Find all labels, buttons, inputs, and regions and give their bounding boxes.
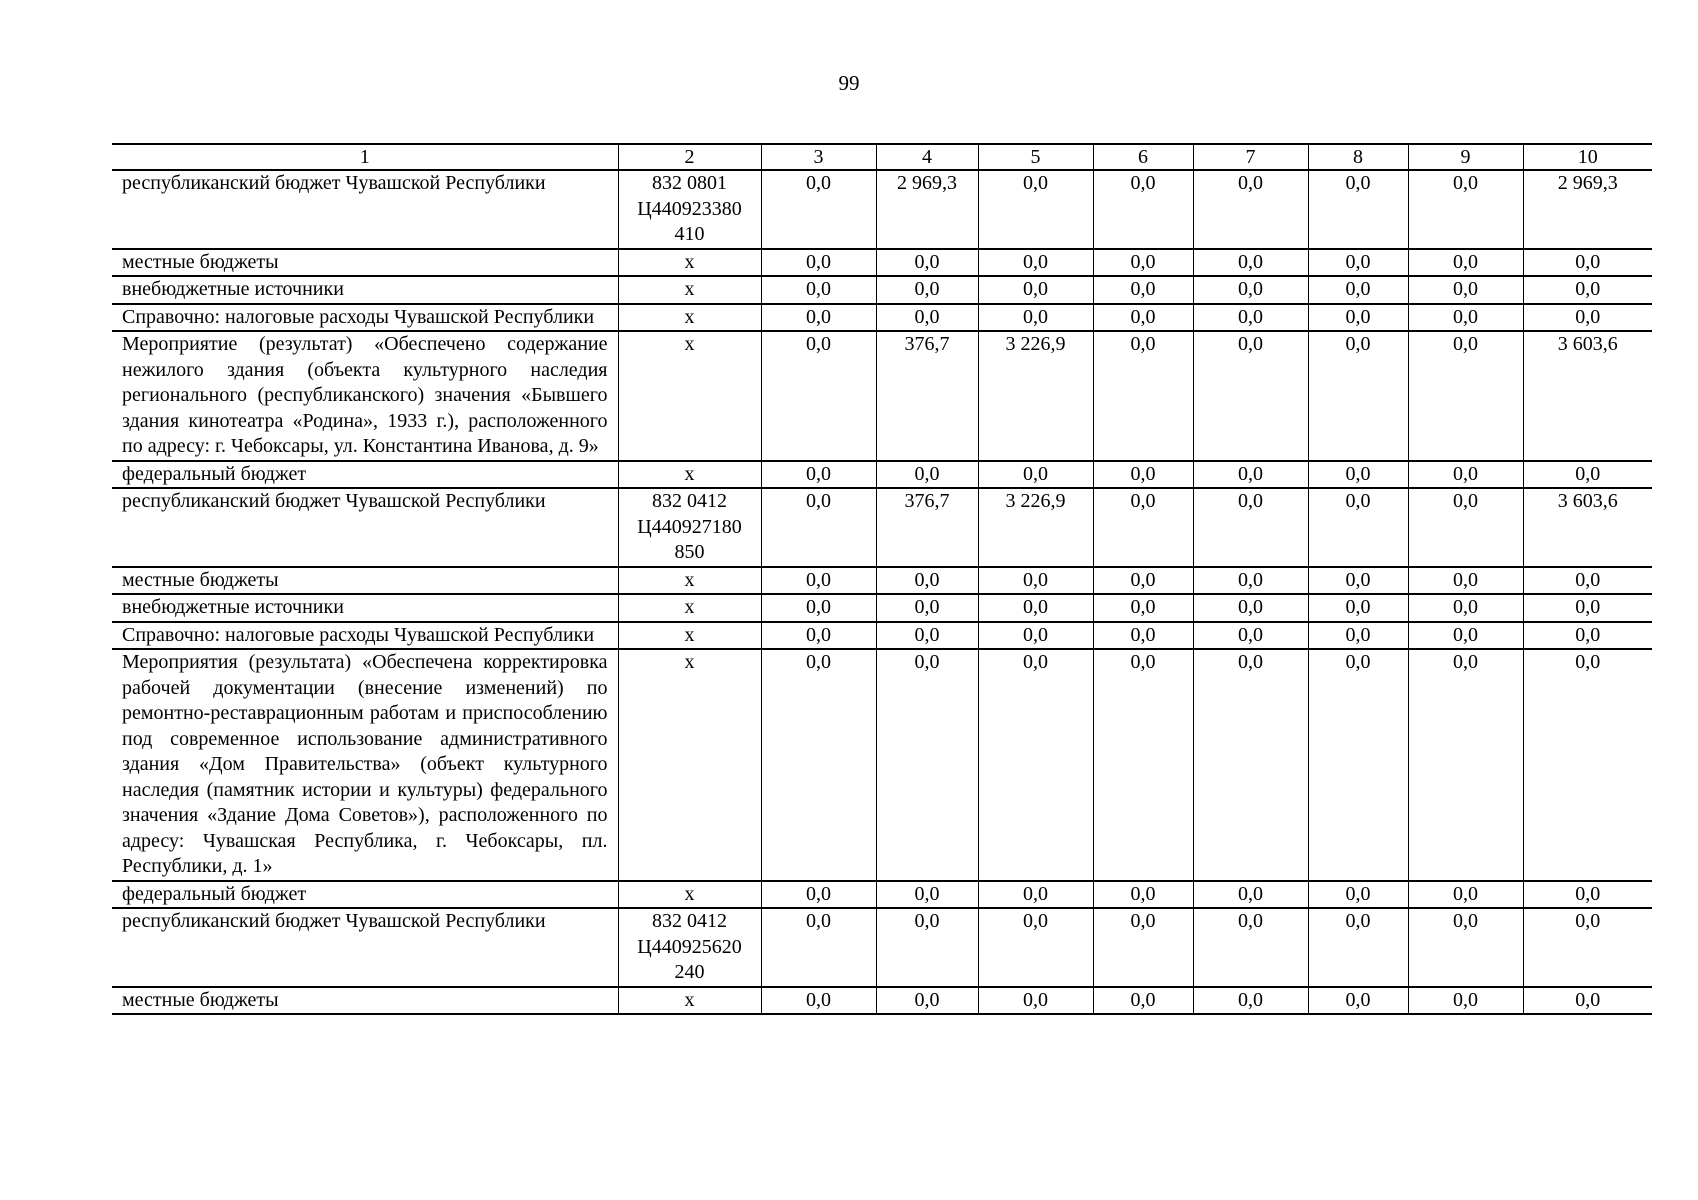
code-line: 832 0412 — [652, 910, 727, 932]
value-cell: 0,0 — [1523, 649, 1652, 881]
row-name-cell: внебюджетные источники — [112, 276, 618, 304]
code-line: х — [684, 882, 695, 905]
value-cell: 0,0 — [1308, 567, 1408, 595]
value-cell: 0,0 — [978, 622, 1093, 650]
row-name-cell: местные бюджеты — [112, 249, 618, 277]
value-cell: 0,0 — [1193, 987, 1308, 1015]
code-line: х — [684, 305, 695, 328]
column-header: 9 — [1408, 144, 1523, 170]
value-cell: 0,0 — [978, 649, 1093, 881]
value-cell: 0,0 — [978, 276, 1093, 304]
value-cell: 0,0 — [761, 649, 876, 881]
value-cell: 0,0 — [1308, 461, 1408, 489]
value-cell: 0,0 — [1308, 249, 1408, 277]
value-cell: 0,0 — [1408, 594, 1523, 622]
code-line: х — [684, 333, 695, 355]
value-cell: 0,0 — [761, 461, 876, 489]
row-name-cell: местные бюджеты — [112, 987, 618, 1015]
table-row — [112, 461, 1652, 489]
code-line: х — [684, 651, 695, 673]
value-cell: 0,0 — [1408, 331, 1523, 461]
row-code-cell — [618, 987, 761, 1015]
column-header: 3 — [761, 144, 876, 170]
value-cell: 0,0 — [761, 170, 876, 249]
value-cell: 0,0 — [1308, 881, 1408, 909]
value-cell: 0,0 — [1193, 649, 1308, 881]
code-line: 410 — [674, 223, 705, 245]
table-row — [112, 987, 1652, 1015]
value-cell: 0,0 — [1523, 594, 1652, 622]
value-cell: 0,0 — [761, 881, 876, 909]
code-line: х — [684, 596, 695, 618]
row-name-cell: Мероприятия (результата) «Обеспечена корректировка рабочей документации (внесение изменений) по ремонтно-реставрационным работам и приспособлению под современное использование административного здания «Дом Правительства» (объект культурного наследия (памятник истории и культуры) федерального значения «Здание Дома Советов»), расположенного по адресу: Чувашская Республика, г. Чебоксары, пл. Республики, д. 1» — [112, 649, 618, 881]
row-name-cell: республиканский бюджет Чувашской Республики — [112, 170, 618, 249]
value-cell: 0,0 — [1523, 622, 1652, 650]
value-cell: 0,0 — [1093, 276, 1193, 304]
row-name-cell: Справочно: налоговые расходы Чувашской Республики — [112, 304, 618, 332]
value-cell: 2 969,3 — [876, 170, 978, 249]
value-cell: 0,0 — [1523, 249, 1652, 277]
table-row — [112, 881, 1652, 909]
value-cell: 0,0 — [1523, 276, 1652, 304]
value-cell: 0,0 — [1093, 170, 1193, 249]
value-cell: 0,0 — [1193, 622, 1308, 650]
value-cell: 0,0 — [1408, 276, 1523, 304]
value-cell: 0,0 — [1093, 304, 1193, 332]
value-cell: 0,0 — [1093, 594, 1193, 622]
value-cell: 0,0 — [1523, 461, 1652, 489]
row-code-cell — [618, 908, 761, 987]
value-cell: 0,0 — [1093, 987, 1193, 1015]
value-cell: 0,0 — [761, 276, 876, 304]
value-cell: 0,0 — [1408, 987, 1523, 1015]
row-name-cell: Справочно: налоговые расходы Чувашской Республики — [112, 622, 618, 650]
value-cell: 0,0 — [978, 567, 1093, 595]
code-line: х — [684, 250, 695, 273]
value-cell: 0,0 — [1523, 304, 1652, 332]
value-cell: 0,0 — [1093, 622, 1193, 650]
value-cell: 0,0 — [876, 908, 978, 987]
code-line: х — [684, 988, 695, 1011]
value-cell: 0,0 — [1408, 170, 1523, 249]
value-cell: 0,0 — [876, 461, 978, 489]
table-row — [112, 276, 1652, 304]
table-row — [112, 249, 1652, 277]
value-cell: 0,0 — [1308, 304, 1408, 332]
value-cell: 0,0 — [761, 488, 876, 567]
value-cell: 0,0 — [1193, 461, 1308, 489]
code-line: Ц440923380 — [637, 197, 742, 220]
table-row — [112, 594, 1652, 622]
value-cell: 0,0 — [1408, 461, 1523, 489]
value-cell: 0,0 — [1308, 170, 1408, 249]
row-code-cell — [618, 649, 761, 881]
row-code-cell — [618, 461, 761, 489]
row-code-cell — [618, 622, 761, 650]
value-cell: 0,0 — [761, 567, 876, 595]
row-code-cell — [618, 594, 761, 622]
value-cell: 3 603,6 — [1523, 331, 1652, 461]
table-row — [112, 622, 1652, 650]
row-code-cell — [618, 276, 761, 304]
value-cell: 0,0 — [1308, 649, 1408, 881]
value-cell: 0,0 — [1193, 567, 1308, 595]
value-cell: 376,7 — [876, 488, 978, 567]
value-cell: 0,0 — [1193, 908, 1308, 987]
value-cell: 0,0 — [1523, 881, 1652, 909]
table-body — [112, 170, 1652, 1014]
row-name-cell: федеральный бюджет — [112, 461, 618, 489]
value-cell: 0,0 — [876, 276, 978, 304]
code-line: х — [684, 623, 695, 646]
table-row — [112, 170, 1652, 249]
column-header: 8 — [1308, 144, 1408, 170]
value-cell: 0,0 — [978, 881, 1093, 909]
value-cell: 0,0 — [761, 331, 876, 461]
value-cell: 0,0 — [876, 567, 978, 595]
value-cell: 0,0 — [1408, 304, 1523, 332]
value-cell: 0,0 — [1093, 249, 1193, 277]
code-line: х — [684, 568, 695, 591]
value-cell: 0,0 — [978, 908, 1093, 987]
value-cell: 3 603,6 — [1523, 488, 1652, 567]
value-cell: 0,0 — [761, 622, 876, 650]
value-cell: 0,0 — [978, 987, 1093, 1015]
value-cell: 0,0 — [876, 881, 978, 909]
header-row — [112, 144, 1652, 170]
value-cell: 0,0 — [978, 304, 1093, 332]
code-line: 240 — [674, 961, 705, 983]
row-name-cell: республиканский бюджет Чувашской Республики — [112, 488, 618, 567]
row-name-cell: местные бюджеты — [112, 567, 618, 595]
value-cell: 0,0 — [1408, 488, 1523, 567]
row-code-cell — [618, 881, 761, 909]
table-row — [112, 331, 1652, 461]
value-cell: 0,0 — [1193, 304, 1308, 332]
value-cell: 0,0 — [1093, 649, 1193, 881]
value-cell: 0,0 — [1093, 461, 1193, 489]
value-cell: 0,0 — [1308, 276, 1408, 304]
value-cell: 0,0 — [1408, 249, 1523, 277]
row-code-cell — [618, 249, 761, 277]
value-cell: 0,0 — [1408, 567, 1523, 595]
value-cell: 0,0 — [1193, 881, 1308, 909]
value-cell: 0,0 — [876, 594, 978, 622]
table-row — [112, 567, 1652, 595]
value-cell: 0,0 — [1308, 331, 1408, 461]
value-cell: 0,0 — [978, 594, 1093, 622]
table-row — [112, 649, 1652, 881]
row-code-cell — [618, 170, 761, 249]
value-cell: 0,0 — [1193, 249, 1308, 277]
value-cell: 0,0 — [876, 249, 978, 277]
value-cell: 0,0 — [978, 461, 1093, 489]
value-cell: 0,0 — [1408, 649, 1523, 881]
value-cell: 0,0 — [761, 908, 876, 987]
value-cell: 2 969,3 — [1523, 170, 1652, 249]
table-row — [112, 908, 1652, 987]
code-line: х — [684, 462, 695, 485]
row-name-cell: внебюджетные источники — [112, 594, 618, 622]
value-cell: 0,0 — [1308, 622, 1408, 650]
code-line: х — [684, 278, 695, 300]
column-header: 10 — [1523, 144, 1652, 170]
column-header: 7 — [1193, 144, 1308, 170]
row-name-cell: федеральный бюджет — [112, 881, 618, 909]
code-line: Ц440925620 — [637, 935, 742, 958]
code-line: Ц440927180 — [637, 515, 742, 538]
code-line: 832 0412 — [652, 490, 727, 512]
value-cell: 3 226,9 — [978, 488, 1093, 567]
value-cell: 0,0 — [761, 594, 876, 622]
value-cell: 0,0 — [1193, 170, 1308, 249]
row-code-cell — [618, 304, 761, 332]
budget-table — [112, 143, 1652, 1015]
value-cell: 0,0 — [1308, 908, 1408, 987]
column-header: 5 — [978, 144, 1093, 170]
row-code-cell — [618, 488, 761, 567]
value-cell: 0,0 — [1408, 622, 1523, 650]
value-cell: 0,0 — [876, 987, 978, 1015]
value-cell: 0,0 — [1093, 881, 1193, 909]
value-cell: 0,0 — [1193, 594, 1308, 622]
value-cell: 0,0 — [761, 249, 876, 277]
column-header: 6 — [1093, 144, 1193, 170]
value-cell: 376,7 — [876, 331, 978, 461]
column-header: 1 — [112, 144, 618, 170]
value-cell: 0,0 — [1308, 594, 1408, 622]
table-row — [112, 488, 1652, 567]
value-cell: 0,0 — [761, 304, 876, 332]
value-cell: 0,0 — [1093, 331, 1193, 461]
value-cell: 3 226,9 — [978, 331, 1093, 461]
value-cell: 0,0 — [978, 249, 1093, 277]
value-cell: 0,0 — [1523, 567, 1652, 595]
value-cell: 0,0 — [1523, 987, 1652, 1015]
value-cell: 0,0 — [1193, 331, 1308, 461]
value-cell: 0,0 — [978, 170, 1093, 249]
value-cell: 0,0 — [1193, 276, 1308, 304]
value-cell: 0,0 — [1523, 908, 1652, 987]
column-header: 2 — [618, 144, 761, 170]
value-cell: 0,0 — [1408, 881, 1523, 909]
value-cell: 0,0 — [876, 622, 978, 650]
value-cell: 0,0 — [1093, 567, 1193, 595]
row-code-cell — [618, 567, 761, 595]
value-cell: 0,0 — [876, 649, 978, 881]
row-name-cell: Мероприятие (результат) «Обеспечено содержание нежилого здания (объекта культурного наследия регионального (республиканского) значения «Бывшего здания кинотеатра «Родина», 1933 г.), расположенного по адресу: г. Чебоксары, ул. Константина Иванова, д. 9» — [112, 331, 618, 461]
value-cell: 0,0 — [1093, 908, 1193, 987]
code-line: 850 — [674, 541, 705, 563]
column-header: 4 — [876, 144, 978, 170]
value-cell: 0,0 — [1308, 488, 1408, 567]
table-row — [112, 304, 1652, 332]
value-cell: 0,0 — [761, 987, 876, 1015]
row-code-cell — [618, 331, 761, 461]
code-line: 832 0801 — [652, 172, 727, 194]
row-name-cell: республиканский бюджет Чувашской Республики — [112, 908, 618, 987]
page-number: 99 — [838, 71, 860, 95]
value-cell: 0,0 — [1193, 488, 1308, 567]
value-cell: 0,0 — [1093, 488, 1193, 567]
value-cell: 0,0 — [1408, 908, 1523, 987]
value-cell: 0,0 — [876, 304, 978, 332]
value-cell: 0,0 — [1308, 987, 1408, 1015]
